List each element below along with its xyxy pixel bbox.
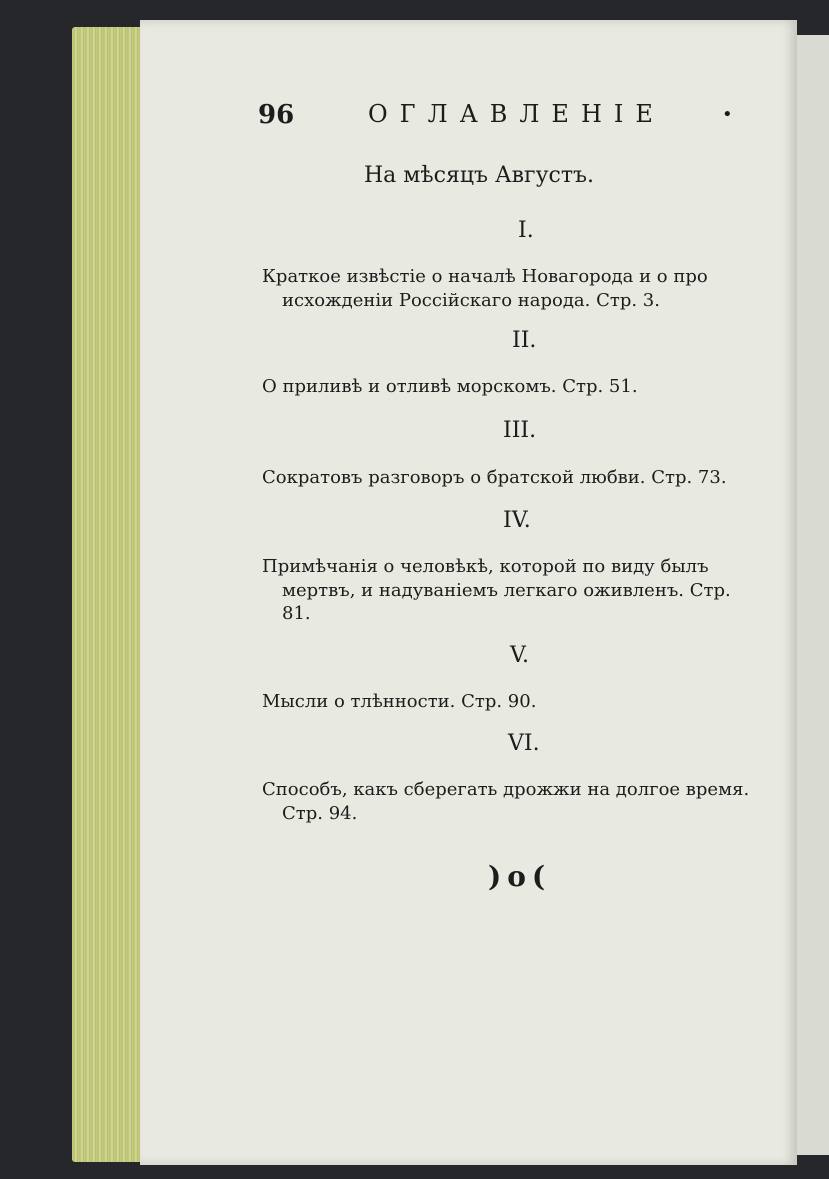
entry-line: Стр. 94.	[282, 803, 358, 824]
entry-line: Примѣчанiя о человѣкѣ, которой по виду былъ	[262, 556, 709, 577]
entry-line: Способъ, какъ сберегать дрожжи на долгое время.	[262, 779, 750, 800]
section-numeral: VI.	[508, 731, 540, 756]
entry-line: Сократовъ разговоръ о братской любви. Стр. 73.	[262, 467, 727, 488]
entry-line: мертвъ, и надуванiемъ легкаго оживленъ. Стр.	[282, 580, 731, 601]
entry-line: О приливѣ и отливѣ морскомъ. Стр. 51.	[262, 376, 638, 397]
entry-line: 81.	[282, 603, 311, 624]
page-number: 96	[258, 100, 295, 130]
section-numeral: IV.	[503, 508, 531, 533]
section-numeral: II.	[512, 328, 537, 353]
month-heading: На мѣсяцъ Августъ.	[364, 163, 595, 188]
page-edges	[72, 27, 142, 1162]
section-numeral: V.	[510, 643, 530, 668]
section-numeral: I.	[518, 218, 534, 243]
entry-line: Мысли о тлѣнности. Стр. 90.	[262, 691, 537, 712]
entry-line: исхожденiи Россiйскаго народа. Стр. 3.	[282, 290, 660, 311]
closing-ornament: )o(	[488, 860, 552, 893]
header-mark: •	[722, 104, 733, 125]
entry-line: Краткое извѣстiе о началѣ Новагорода и о про	[262, 266, 708, 287]
section-numeral: III.	[503, 418, 537, 443]
page-title: ОГЛАВЛЕНIЕ	[368, 100, 665, 128]
